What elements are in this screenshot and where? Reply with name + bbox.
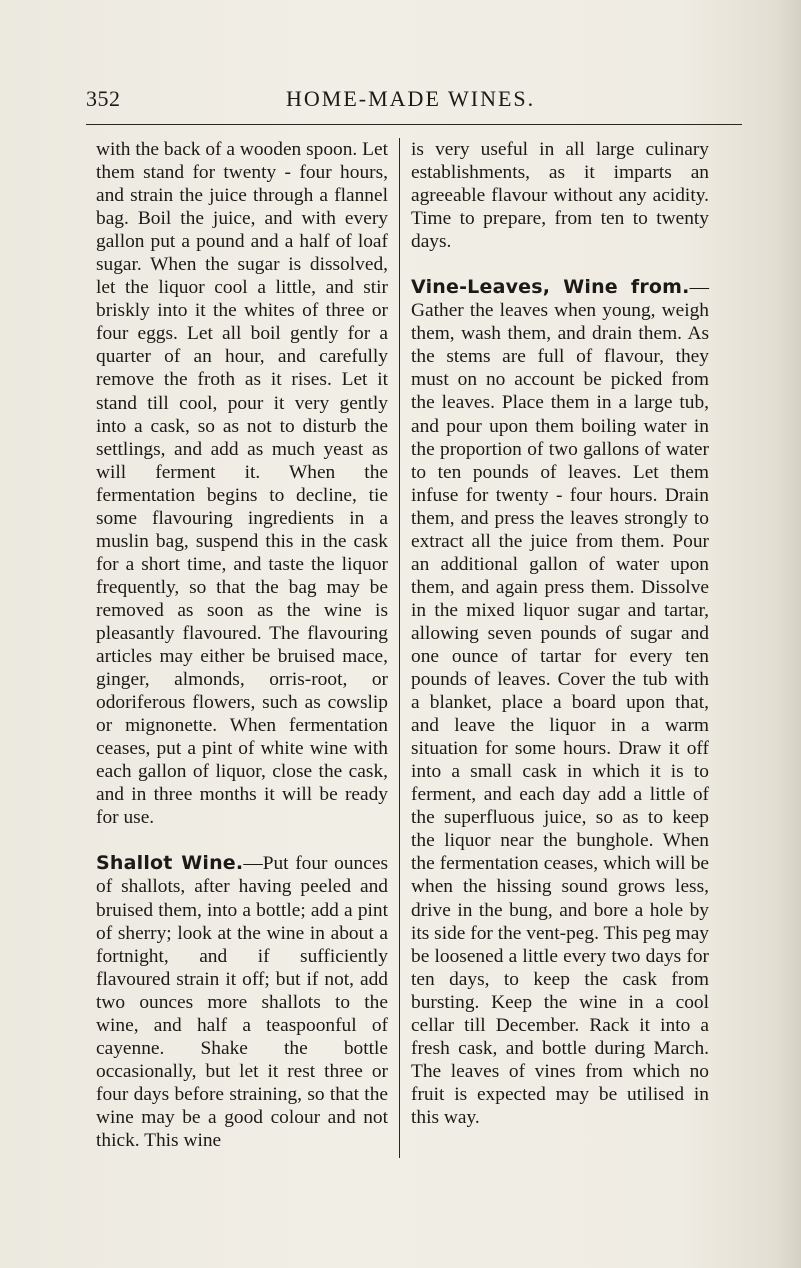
paragraph-text: with the back of a wooden spoon. Let them stand for twenty - four hours, and strain the juice through a flannel bag. Boil the juice, and with every gallon put a pound and a half of loaf sugar. When the sugar is dissolved, let the liquor cool a little, and stir briskly into it the whites of three or four eggs. Let all boil gently for a quarter of an hour, and carefully remove the froth as it rises. Let it stand till cool, pour it very gently into a cask, so as not to disturb the settlings, and add as much yeast as will ferment it. When the fermentation begins to decline, tie some flavouring ingredients in a muslin bag, suspend this in the cask for a short time, and taste the liquor frequently, so that the bag may be removed as soon as the wine is pleasantly flavoured. The flavouring articles may either be bruised mace, ginger, almonds, orris-root, or odoriferous flowers, such as cowslip or mignonette. When fermentation ceases, put a pint of white wine with each gallon of liquor, close the cask, and in three months it will be ready for use. [96, 139, 388, 829]
page-number: 352 [86, 86, 121, 111]
recipe-vine-leaves-wine [411, 276, 709, 1129]
paragraph-text: is very useful in all large culinary establishments, as it imparts an agreeable flavour without any acidity. Time to prepare, from ten to twenty days. [411, 139, 709, 253]
recipe-heading: Vine-Leaves, Wine from. [411, 276, 690, 299]
recipe-text: —Put four ounces of shallots, after having peeled and bruised them, into a bottle; add a pint of sherry; look at the wine in about a fortnight, and if sufficiently flavoured strain it off; but if not, add two ounces more shallots to the wine, and half a teaspoonful of cayenne. Shake the bottle occasionally, but let it rest three or four days before straining, so that the wine may be a good colour and not thick. This wine [96, 853, 388, 1151]
recipe-heading: Shallot Wine. [96, 852, 244, 875]
running-head: HOME-MADE WINES. [286, 86, 536, 111]
page-header [86, 86, 746, 116]
recipe-shallot-wine [96, 852, 388, 1152]
header-rule [86, 124, 742, 125]
right-column [411, 138, 709, 1129]
paragraph-gap [96, 829, 388, 852]
paragraph-continued [96, 138, 388, 829]
recipe-text: — Gather the leaves when young, weigh them, wash them, and drain them. As the stems are full of flavour, they must on no account be picked from the leaves. Place them in a large tub, and pour upon them boiling water in the proportion of two gallons of water to ten pounds of leaves. Let them infuse for twenty - four hours. Drain them, and press the leaves strongly to extract all the juice from them. Pour an additional gallon of water upon them, and again press them. Dissolve in the mixed liquor sugar and tartar, allowing seven pounds of sugar and one ounce of tartar for every ten pounds of leaves. Cover the tub with a blanket, place a board upon that, and leave the liquor in a warm situation for some hours. Draw it off into a small cask in which it is to ferment, and each day add a little of the superfluous juice, so as to keep the liquor near the bunghole. When the fermentation ceases, which will be when the hissing sound grows less, drive in the bung, and bore a hole by its side for the vent-peg. This peg may be loosened a little every two days for ten days, to keep the cask from bursting. Keep the wine in a cool cellar till December. Rack it into a fresh cask, and bottle during March. The leaves of vines from which no fruit is expected may be utilised in this way. [411, 277, 709, 1128]
paragraph-gap [411, 253, 709, 276]
column-divider [399, 138, 400, 1158]
left-column [96, 138, 388, 1152]
paragraph-continued [411, 138, 709, 253]
